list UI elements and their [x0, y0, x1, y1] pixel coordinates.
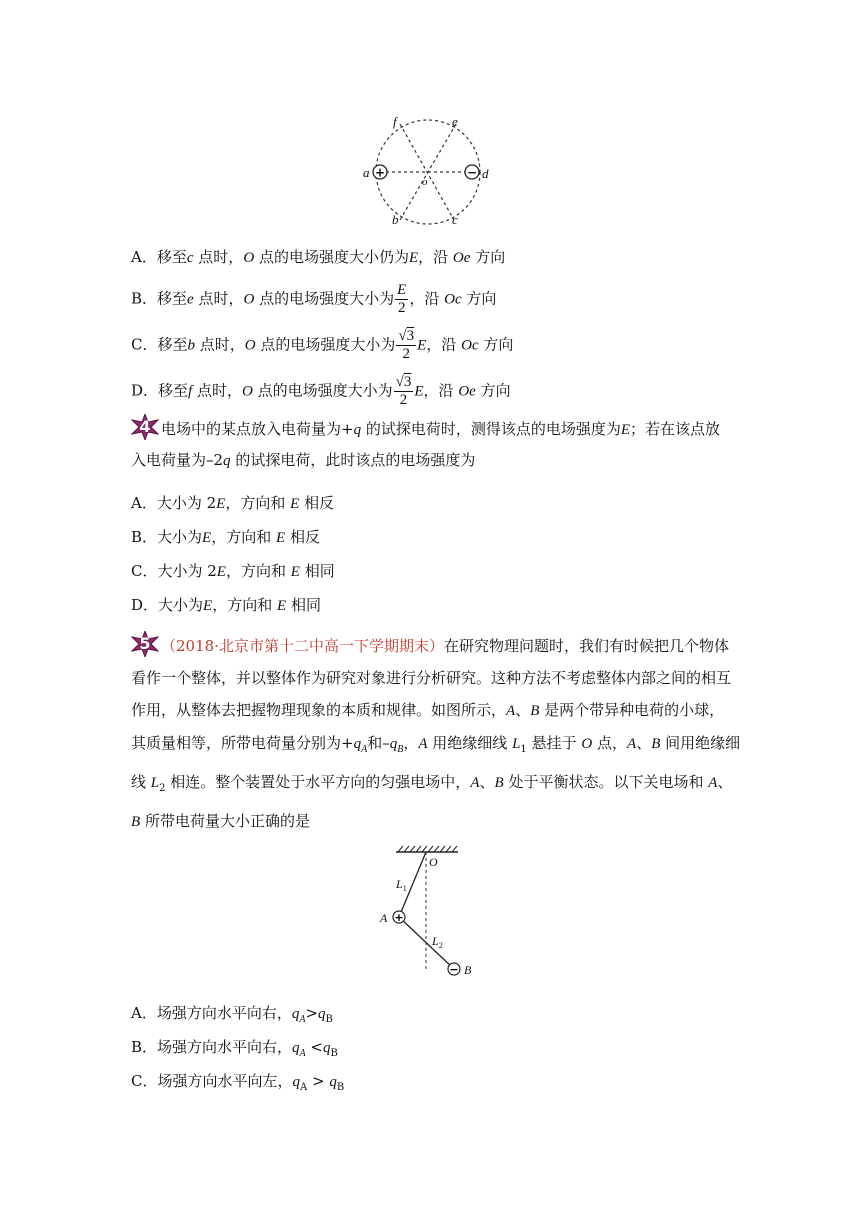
fraction-sqrt3-over-2-d: $\frac{√3}{2}$ — [395, 374, 412, 408]
q5-option-a: A．场强方向水平向右，$q_A>q_B$ — [131, 1004, 333, 1025]
q5-source: （2018·北京市第十二中高一下学期期末） — [161, 637, 444, 655]
fraction-e-over-2: $\frac{E}{2}$ — [397, 282, 407, 316]
label-b: b — [392, 212, 399, 227]
fraction-sqrt3-over-2: $\frac{√3}{2}$ — [398, 328, 415, 362]
q5-stem: 5 （2018·北京市第十二中高一下学期期末）在研究物理问题时，我们有时候把几个物体 看作一个整体，并以整体作为研究对象进行分析研究。这种方法不考虑整体内部之间的相互 作用，从整体去把握物理现象的本质和规律。如图所示，A、B 是两个带异种电荷的小球， 其质量相等，所带电荷量分别为$+q_A$和$-q_B$，A 用绝缘细线 $L_1$ 悬挂于 O 点，A、B 间用绝缘细 线 $L_2$ 相连。整个装置处于水平方向的匀强电场中，A、B 处于平衡状态。以下关电场和 A、 B 所带电荷量大小正确的是 — [131, 630, 751, 838]
label-f: f — [393, 114, 397, 129]
label-B: B — [464, 963, 472, 977]
plus-charge-sign: + — [374, 165, 386, 180]
pendulum-charge-figure — [372, 842, 492, 982]
q4-stem: 4 电场中的某点放入电荷量为+q 的试探电荷时，测得该点的电场强度为E；若在该点放 入电荷量为–2q 的试探电荷，此时该点的电场强度为 — [131, 414, 751, 476]
q4-option-c: C．大小为 2E，方向和 E 相同 — [131, 562, 335, 580]
q3-option-c: C．移至b 点时，O 点的电场强度大小为 $\frac{√3}{2}$ E，沿 Oc 方向 — [131, 328, 514, 362]
q5-option-b: B．场强方向水平向右，$q_A <q_B$ — [131, 1038, 338, 1059]
minus-charge-sign: − — [466, 165, 478, 180]
q5-option-c: C．场强方向水平向左，$q_A > q_B$ — [131, 1072, 345, 1093]
question-number-badge-5: 5 — [131, 631, 159, 657]
label-a: a — [363, 165, 370, 180]
label-o: o — [422, 176, 428, 188]
q3-option-b: B．移至e 点时，O 点的电场强度大小为 $\frac{E}{2}$ ，沿 Oc 方向 — [131, 282, 497, 316]
hexagon-charge-figure — [360, 112, 500, 228]
plus-charge-a: + — [394, 911, 404, 924]
q3-option-d: D．移至f 点时，O 点的电场强度大小为 $\frac{√3}{2}$ E，沿 Oe 方向 — [131, 374, 511, 408]
q4-option-a: A．大小为 2E，方向和 E 相反 — [131, 494, 335, 512]
label-O: O — [429, 855, 438, 869]
label-A: A — [380, 911, 388, 925]
label-L1: $L_1$ — [396, 877, 407, 893]
q3-option-a: A．移至c 点时，O 点的电场强度大小仍为E，沿 Oe 方向 — [131, 248, 506, 266]
label-c: c — [452, 212, 458, 227]
minus-charge-b: − — [449, 963, 459, 976]
question-number-badge-4: 4 — [131, 414, 159, 440]
q4-option-b: B．大小为E，方向和 E 相反 — [131, 528, 320, 546]
label-d: d — [482, 166, 489, 181]
label-e: e — [452, 114, 458, 129]
q4-option-d: D．大小为E，方向和 E 相同 — [131, 596, 321, 614]
label-L2: $L_2$ — [432, 934, 443, 950]
